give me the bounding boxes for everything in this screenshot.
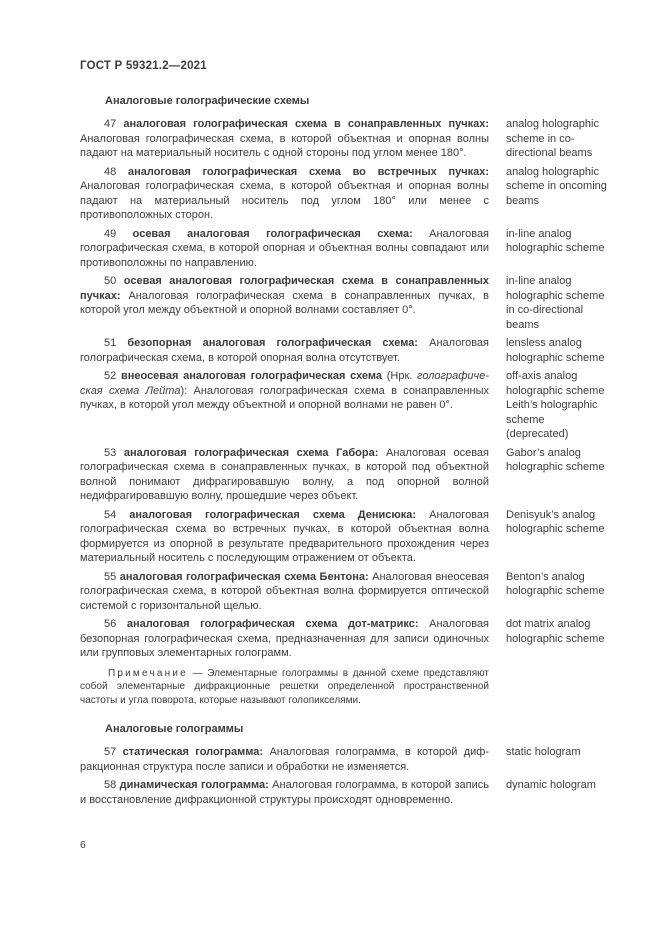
term-number: 52 bbox=[104, 370, 117, 382]
term-translation-line: scheme in oncoming bbox=[506, 180, 607, 192]
term-item bbox=[80, 745, 626, 774]
term-translation-en bbox=[506, 617, 626, 646]
term-column-ru bbox=[80, 117, 489, 161]
term-translation-en bbox=[506, 745, 626, 760]
term-column-ru bbox=[80, 369, 489, 413]
terms-list bbox=[80, 117, 626, 707]
term-item bbox=[80, 617, 626, 707]
term-translation-line: holographic scheme bbox=[506, 351, 605, 364]
term-translation-line: analog holographic bbox=[506, 165, 599, 178]
term-number: 58 bbox=[104, 779, 117, 791]
term-column-ru bbox=[80, 227, 489, 271]
term-translation-line: in co-directional bbox=[506, 304, 584, 316]
term-translation-line: dot matrix analog bbox=[506, 618, 591, 630]
term-definition-ru bbox=[80, 336, 489, 365]
term-translation-line: beams bbox=[506, 194, 540, 207]
term-definition-text: Аналоговая голографическая схема в сонаправленных пучках, в которой угол между объектной и опорной волнами составляет 0°. bbox=[80, 289, 489, 316]
term-translation-en bbox=[506, 778, 626, 793]
term-title-ru: динамическая голограмма: bbox=[119, 779, 269, 791]
term-definition-text: Аналоговая голограмма, в которой запись и восстановление дифракционной структуры происходят одновременно. bbox=[80, 779, 490, 806]
page-number: 6 bbox=[80, 839, 86, 851]
term-translation-line: in-line analog bbox=[506, 227, 572, 240]
term-definition-ru bbox=[80, 117, 489, 161]
section-analog-schemes bbox=[80, 95, 626, 707]
term-definition-text: Аналоговая голографическая схема, в которой объектная и опорная волны падают на материальный носитель под углом 180° или менее с противоположных сторон. bbox=[80, 180, 489, 221]
term-column-ru bbox=[80, 446, 489, 504]
term-item bbox=[80, 274, 626, 332]
term-definition-ru bbox=[80, 570, 489, 614]
note-label: Примечание bbox=[108, 667, 188, 679]
term-definition-text: Аналоговая голограмма, в которой дифракционная структура после записи и обработки не изменяется. bbox=[80, 746, 489, 773]
term-title-ru: аналоговая голографическая схема Денисюка: bbox=[129, 508, 417, 521]
term-translation-line: lensless analog bbox=[506, 337, 582, 349]
term-number: 57 bbox=[104, 746, 117, 758]
term-translation-line: Benton’s analog bbox=[506, 570, 585, 583]
term-column-ru bbox=[80, 165, 489, 223]
term-definition-text: Аналоговая осевая голографическая схема в сонаправленных пучках, в которой под объектной волной понимают дифрагировавшую волну, а под опорной волной недифрагировавшую волну, прошедшие через объект. bbox=[80, 446, 489, 502]
term-translation-line: holographic scheme bbox=[506, 289, 605, 302]
term-translation-line: directional beams bbox=[506, 147, 593, 159]
term-translation-line: dynamic hologram bbox=[506, 779, 596, 791]
term-title-ru: аналоговая голографическая схема дот-матрикс: bbox=[126, 618, 419, 630]
running-header: ГОСТ Р 59321.2—2021 bbox=[80, 60, 207, 72]
term-note: Примечание — Элементарные голограммы в данной схеме представляют собой элементарные дифракционные решетки определенной пространственной частоты и угла поворота, которые называют голопикселями. bbox=[80, 667, 489, 706]
term-column-ru bbox=[80, 778, 489, 807]
term-number: 48 bbox=[104, 165, 117, 178]
term-translation-line: holographic scheme bbox=[506, 523, 605, 535]
term-item bbox=[80, 778, 626, 807]
section-heading: Аналоговые голограммы bbox=[105, 723, 244, 735]
term-definition-ru bbox=[80, 617, 489, 661]
term-title-ru: аналоговая голографическая схема Габора: bbox=[123, 446, 379, 459]
term-title-ru: аналоговая голографическая схема Бентона: bbox=[119, 570, 369, 583]
term-number: 49 bbox=[104, 227, 117, 240]
term-item bbox=[80, 165, 626, 223]
terms-list bbox=[80, 745, 626, 807]
term-title-ru: аналоговая голографическая схема во встречных пучках: bbox=[127, 165, 490, 178]
term-title-ru: внеосевая аналоговая голографическая схема bbox=[120, 370, 383, 382]
term-translation-en bbox=[506, 508, 626, 537]
term-definition-ru bbox=[80, 369, 489, 413]
term-translation-en bbox=[506, 570, 626, 599]
term-definition-ru bbox=[80, 446, 489, 504]
term-definition-text: Аналоговая голографическая схема, в которой опорная волна отсутствует. bbox=[80, 337, 489, 364]
term-translation-line: scheme bbox=[506, 413, 545, 426]
term-translation-en bbox=[506, 165, 626, 209]
term-translation-en bbox=[506, 117, 626, 161]
section-heading: Аналоговые голографические схемы bbox=[105, 95, 310, 107]
term-translation-line: off-axis analog bbox=[506, 370, 578, 382]
term-item bbox=[80, 336, 626, 365]
term-translation-line: analog holographic bbox=[506, 118, 599, 130]
term-title-ru: статическая голограмма: bbox=[122, 746, 264, 758]
term-translation-line: holographic scheme bbox=[506, 242, 605, 254]
term-definition-ru bbox=[80, 274, 489, 318]
term-translation-en bbox=[506, 274, 626, 332]
term-translation-line: beams bbox=[506, 318, 540, 331]
term-number: 54 bbox=[104, 508, 117, 521]
term-definition-text: Аналоговая безопорная голографическая схема, предназначенная для записи одиночных или групповых элементарных голограмм. bbox=[80, 618, 490, 659]
term-column-ru bbox=[80, 274, 489, 318]
term-title-ru: осевая аналоговая голографическая схема: bbox=[132, 227, 413, 240]
page-content bbox=[80, 95, 626, 807]
term-definition-text: Аналоговая голографическая схема в сонаправленных пучках, в которой угол между объектной и опорной волнами не равен 0°. bbox=[80, 384, 489, 411]
term-definition-ru bbox=[80, 227, 489, 271]
term-translation-en bbox=[506, 227, 626, 256]
term-definition-text: Аналоговая голографическая схема, в которой опорная и объектная волны совпадают или противоположны по направлению. bbox=[80, 227, 490, 269]
term-definition-text: Аналоговая голографическая схема, в которой объектная и опорная волны падают на материальный носитель с одной стороны под углом менее 180°. bbox=[80, 132, 489, 159]
term-translation-line: holographic scheme bbox=[506, 585, 605, 597]
term-item bbox=[80, 117, 626, 161]
term-translation-line: scheme in co- bbox=[506, 132, 575, 145]
term-column-ru bbox=[80, 336, 489, 365]
term-translation-line: (deprecated) bbox=[506, 428, 569, 440]
term-definition-ru bbox=[80, 165, 489, 223]
term-number: 53 bbox=[104, 446, 117, 459]
term-number: 50 bbox=[104, 275, 117, 287]
term-paren-suffix: ): bbox=[180, 384, 188, 397]
term-definition-ru bbox=[80, 778, 489, 807]
term-item bbox=[80, 508, 626, 566]
term-translation-en bbox=[506, 336, 626, 365]
term-title-ru: безопорная аналоговая голографическая схема: bbox=[127, 337, 418, 349]
term-title-ru: аналоговая голографическая схема в сонаправленных пучках: bbox=[123, 118, 489, 130]
term-translation-line: in-line analog bbox=[506, 275, 572, 287]
term-deprecated-synonym: голографическая схема Лейта bbox=[80, 370, 489, 397]
term-number: 47 bbox=[104, 118, 117, 130]
term-definition-ru bbox=[80, 508, 489, 566]
term-item bbox=[80, 446, 626, 504]
term-translation-line: holographic scheme bbox=[506, 632, 605, 645]
term-column-ru bbox=[80, 570, 489, 614]
term-column-ru bbox=[80, 508, 489, 566]
term-number: 51 bbox=[104, 337, 117, 349]
term-translation-line: static hologram bbox=[506, 746, 581, 758]
term-number: 55 bbox=[104, 570, 117, 583]
term-title-ru: осевая аналоговая голографическая схема в сонаправленных пучках: bbox=[80, 275, 489, 302]
term-translation-en bbox=[506, 369, 626, 442]
term-number: 56 bbox=[104, 618, 117, 630]
section-analog-holograms bbox=[80, 723, 626, 807]
term-translation-line: Denisyuk’s analog bbox=[506, 508, 596, 521]
term-column-ru bbox=[80, 617, 489, 707]
term-translation-en bbox=[506, 446, 626, 475]
term-translation-line: holographic scheme bbox=[506, 461, 605, 473]
term-item bbox=[80, 570, 626, 614]
term-item bbox=[80, 227, 626, 271]
term-definition-text: Аналоговая внеосевая голографическая схема, в которой объектная волна формируется оптической системой с горизонтальной щелью. bbox=[80, 570, 490, 612]
term-translation-line: Leith’s holographic bbox=[506, 399, 598, 411]
term-translation-line: holographic scheme bbox=[506, 384, 605, 397]
term-definition-text: Аналоговая голографическая схема во встречных пучках, в которой объектная волна формируется из опорной в результате предварительного прохождения через материальный носитель с последующим отражением от объекта. bbox=[80, 508, 489, 564]
term-definition-ru bbox=[80, 745, 489, 774]
term-item bbox=[80, 369, 626, 442]
term-paren-prefix: (Нрк. bbox=[382, 370, 418, 382]
term-translation-line: Gabor’s analog bbox=[506, 446, 581, 459]
term-column-ru bbox=[80, 745, 489, 774]
